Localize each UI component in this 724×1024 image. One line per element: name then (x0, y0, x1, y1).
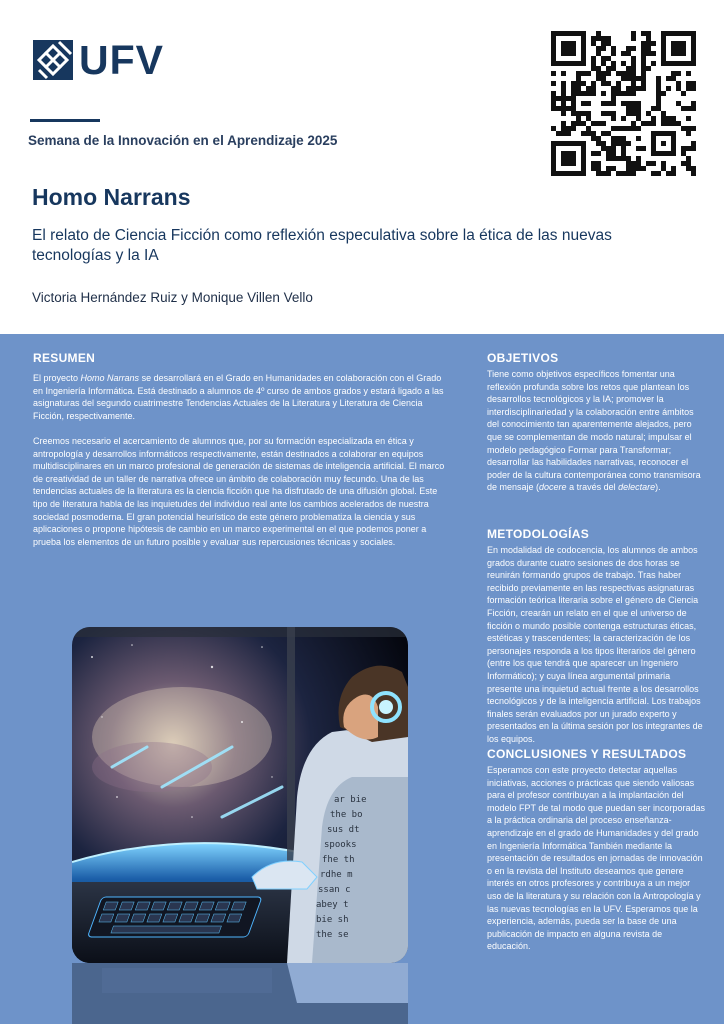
authors: Victoria Hernández Ruiz y Monique Villen Vello (32, 290, 313, 305)
resumen-paragraph-2: Creemos necesario el acercamiento de alumnos que, por su formación especializada en ética y antropología y desarrollos informáticos respectivamente, están destinados a colaborar en equipos multidisciplinares en un marco profesional de generación de sistemas de inteligencia artificial. El marco de creatividad de un taller de narrativa ofrece un ámbito de colaboración muy fecundo. Una de las tendencias actuales de la literatura es la ciencia ficción que ha disfrutado de una difusión global. Este tipo de literatura habla de las inquietudes del individuo real ante los cambios acelerados de nuestra sociedad posmoderna. El gran potencial heurístico de este género problematiza la ciencia y sus aplicaciones o propone hipótesis de cambio en un marco experimental en el que podemos poner a prueba los elementos de un futuro posible y evaluar sus repercusiones técnicas y sociales. (33, 435, 445, 547)
svg-text:abey t: abey t (316, 900, 349, 910)
objetivos-heading: OBJETIVOS (487, 351, 559, 365)
svg-text:ssan c: ssan c (318, 885, 351, 895)
ufv-logo-icon (33, 40, 73, 80)
metodologias-body: En modalidad de codocencia, los alumnos de ambos grados durante cuatro sesiones de dos horas se reunirán formando grupos de trabajo. Tras haber recibido previamente en las respectivas asignaturas formación teórica literaria sobre el género de Ciencia Ficción, crearán un relato en el que el universo de ficción o mundo posible contenga estructuras éticas, estéticas y trascendentes; la caracterización de los personajes responda a los tipos literarios del género (entre los que tendrá que aparecer un Ingeniero Informático); y cuya línea argumental primaria presente una inquietud actual frente a los desarrollos tecnológicos y de la inteligencia artificial. Los trabajos finales serán evaluados por un jurado experto y presentados en la última sesión por los integrantes de los equipos. (487, 545, 703, 744)
illustration-reflection (72, 963, 408, 1024)
qr-code[interactable] (551, 31, 696, 176)
header-area (0, 0, 724, 334)
page-subtitle: El relato de Ciencia Ficción como reflexión especulativa sobre la ética de las nuevas tecnologías y la IA (32, 227, 612, 264)
ufv-logo-text: UFV (79, 37, 164, 83)
metodologias-heading: METODOLOGÍAS (487, 527, 590, 541)
page-title: Homo Narrans (32, 184, 191, 210)
resumen-body (33, 372, 453, 561)
resumen-heading: RESUMEN (33, 351, 96, 365)
svg-text:fhe th: fhe th (322, 855, 355, 865)
sci-fi-illustration (72, 627, 408, 963)
event-name: Semana de la Innovación en el Aprendizaje 2025 (28, 133, 338, 148)
ufv-logo (33, 37, 164, 83)
resumen-paragraph-1: El proyecto Homo Narrans se desarrollará en el Grado en Humanidades en colaboración con el Grado en Ingeniería Informática. Está destinado a alumnos de 4º curso de ambos grados y estará ligado a las asignaturas del segundo cuatrimestre Tendencias Actuales de la Literatura y Literatura de Ciencia Ficción, respectivamente. (33, 373, 444, 421)
svg-text:rdhe m: rdhe m (320, 870, 353, 880)
svg-text:bie sh: bie sh (316, 915, 349, 925)
objetivos-body: Tiene como objetivos específicos fomentar una reflexión profunda sobre los retos que plantean los desarrollos tecnológicos y la IA; promover la interdisciplinariedad y la colaboración entre ámbitos del conocimiento tan aparentemente alejados, pero que se complementan de modo natural; impulsar el modelo pedagógico Formar para Transformar; desarrollar las habilidades narrativas, reconocer el poder de la cultura contemporánea como transmisora de mensaje (docere a través del delectare). (487, 369, 701, 493)
svg-text:sus dt: sus dt (327, 825, 360, 835)
svg-text:spooks: spooks (324, 840, 357, 850)
conclusiones-heading: CONCLUSIONES Y RESULTADOS (487, 747, 687, 761)
svg-text:the se: the se (316, 930, 349, 940)
svg-text:ar bie: ar bie (334, 795, 367, 805)
title-rule (30, 119, 100, 122)
conclusiones-body: Esperamos con este proyecto detectar aquellas iniciativas, acciones o prácticas que siendo valiosas para el profesor contribuyan a la implantación del modelo FPT de tal modo que puedan ser incorporadas a la práctica ordinaria del proceso enseñanza-aprendizaje en el grado de Humanidades y del grado en Ingeniería Informática También mediante la presentación de resultados en jornadas de innovación o en la revista del Instituto deseamos que genere interés en otros profesores y contribuya a un mejor uso de la literatura y su relación con la Antropología y las nuevas tecnologías en la UFV. Esperamos que la experiencia, además, pueda ser la base de una publicación de impacto en alguna revista de educación. (487, 765, 705, 952)
svg-text:the bo: the bo (330, 810, 363, 820)
